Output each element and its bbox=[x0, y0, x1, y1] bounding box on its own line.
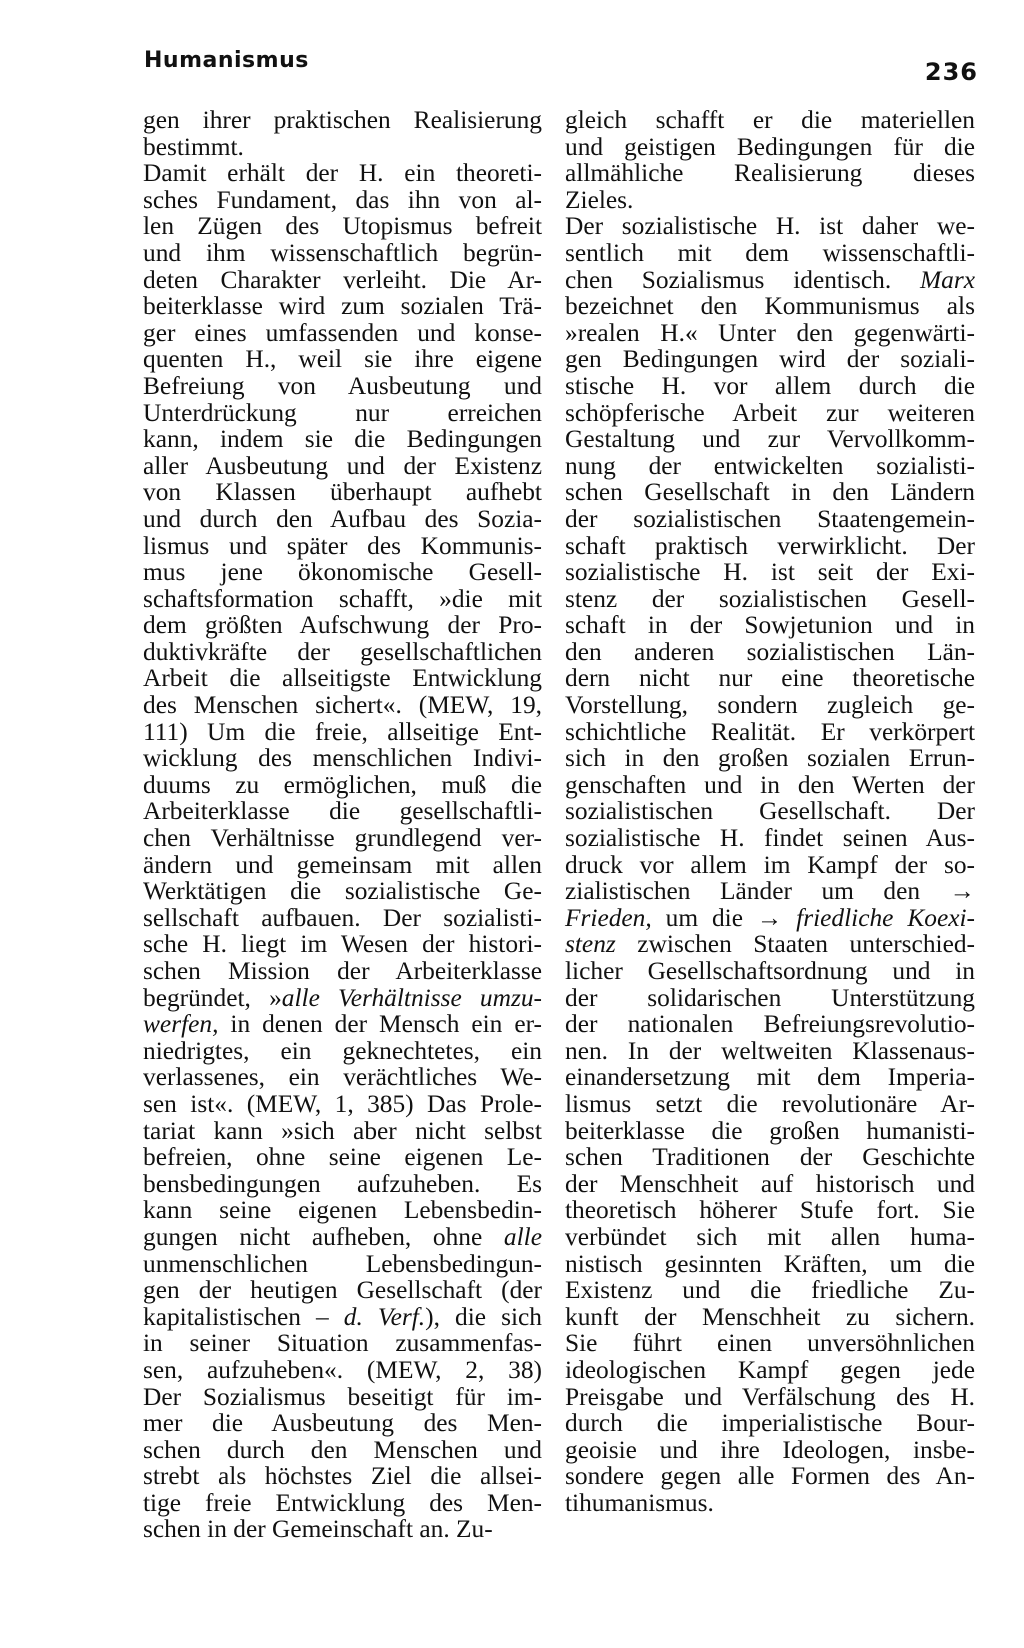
text-run: zialistischen Länder um den → bbox=[565, 877, 975, 906]
italic-text-run: alle Verhältnisse umzu- bbox=[281, 983, 542, 1012]
text-line bbox=[143, 506, 542, 533]
page-number: 236 bbox=[924, 58, 978, 86]
text-line bbox=[143, 1304, 542, 1331]
text-line bbox=[143, 745, 542, 772]
text-run: gen ihrer praktischen Realisierung bbox=[143, 106, 542, 134]
text-run: quenten H., weil sie ihre eigene bbox=[143, 345, 542, 374]
text-run: sozialistische H. ist seit der Exi- bbox=[565, 558, 975, 587]
text-run: schöpferische Arbeit zur weiteren bbox=[565, 398, 975, 427]
text-run: sches Fundament, das ihn von al- bbox=[143, 185, 542, 214]
text-line bbox=[143, 400, 542, 427]
text-run: der solidarischen Unterstützung bbox=[565, 983, 975, 1012]
text-line bbox=[565, 1304, 975, 1331]
text-line bbox=[143, 798, 542, 825]
text-run: lismus und später des Kommunis- bbox=[143, 531, 542, 560]
text-line bbox=[143, 134, 542, 161]
text-line bbox=[143, 1038, 542, 1065]
text-run: geoisie und ihre Ideologen, insbe- bbox=[565, 1435, 975, 1464]
text-line bbox=[565, 931, 975, 958]
text-line bbox=[143, 639, 542, 666]
text-run: sen ist«. (MEW, 1, 385) Das Prole- bbox=[143, 1089, 542, 1118]
text-run: gen der heutigen Gesellschaft (der bbox=[143, 1276, 542, 1305]
text-run: aller Ausbeutung und der Existenz bbox=[143, 451, 542, 480]
text-run: beiterklasse die großen humanisti- bbox=[565, 1116, 975, 1145]
text-run: dern nicht nur eine theoretische bbox=[565, 664, 975, 693]
text-line bbox=[565, 958, 975, 985]
text-line bbox=[565, 346, 975, 373]
text-line bbox=[143, 905, 542, 932]
text-line bbox=[565, 426, 975, 453]
text-line bbox=[565, 1410, 975, 1437]
text-line bbox=[143, 320, 542, 347]
text-run: einandersetzung mit dem Imperia- bbox=[565, 1063, 975, 1092]
text-line bbox=[565, 1118, 975, 1145]
text-run: allmähliche Realisierung dieses bbox=[565, 159, 975, 188]
running-header-title: Humanismus bbox=[144, 48, 309, 73]
text-run: des Menschen sichert«. (MEW, 19, bbox=[143, 691, 542, 720]
text-line bbox=[143, 1144, 542, 1171]
text-run: Der Sozialismus beseitigt für im- bbox=[143, 1382, 542, 1411]
text-run: stenz der sozialistischen Gesell- bbox=[565, 584, 975, 613]
text-line bbox=[143, 772, 542, 799]
text-line bbox=[143, 293, 542, 320]
text-line bbox=[143, 1091, 542, 1118]
text-run: 111) Um die freie, allseitige Ent- bbox=[143, 717, 542, 746]
text-line bbox=[565, 1277, 975, 1304]
text-line bbox=[143, 267, 542, 294]
italic-text-run: stenz bbox=[565, 930, 616, 959]
text-run: und durch den Aufbau des Sozia- bbox=[143, 504, 542, 533]
text-run: licher Gesellschaftsordnung und in bbox=[565, 957, 975, 985]
text-line bbox=[143, 1197, 542, 1224]
text-run: bezeichnet den Kommunismus als bbox=[565, 292, 975, 321]
text-run: befreien, ohne seine eigenen Le- bbox=[143, 1143, 542, 1172]
text-run: sozialistische H. findet seinen Aus- bbox=[565, 824, 975, 853]
text-line bbox=[143, 719, 542, 746]
text-line bbox=[565, 559, 975, 586]
text-run: sich in den großen sozialen Errun- bbox=[565, 744, 975, 773]
text-line bbox=[565, 798, 975, 825]
text-line bbox=[143, 985, 542, 1012]
text-run: duums zu ermöglichen, muß die bbox=[143, 770, 542, 799]
text-line bbox=[143, 665, 542, 692]
text-line bbox=[565, 612, 975, 639]
text-line bbox=[143, 852, 542, 879]
text-run: der nationalen Befreiungsrevolutio- bbox=[565, 1010, 975, 1039]
italic-text-run: alle bbox=[503, 1222, 542, 1251]
text-run: und ihm wissenschaftlich begrün- bbox=[143, 238, 542, 267]
text-line bbox=[565, 293, 975, 320]
text-line bbox=[565, 1490, 975, 1517]
text-run: Befreiung von Ausbeutung und bbox=[143, 371, 542, 400]
text-line bbox=[565, 745, 975, 772]
text-run: Unterdrückung nur erreichen bbox=[143, 398, 542, 427]
text-run: Sie führt einen unversöhnlichen bbox=[565, 1329, 975, 1358]
text-run: sellschaft aufbauen. Der sozialisti- bbox=[143, 903, 542, 932]
text-run: der sozialistischen Staatengemein- bbox=[565, 504, 975, 533]
text-line bbox=[565, 1091, 975, 1118]
text-run: mer die Ausbeutung des Men- bbox=[143, 1409, 542, 1438]
text-run: duktivkräfte der gesellschaftlichen bbox=[143, 637, 542, 666]
italic-text-run: Frieden, bbox=[565, 903, 652, 932]
text-run: tihumanismus. bbox=[565, 1488, 714, 1517]
text-run: nung der entwickelten sozialisti- bbox=[565, 451, 975, 480]
text-line bbox=[143, 107, 542, 134]
text-run: schen Gesellschaft in den Ländern bbox=[565, 478, 975, 507]
text-line bbox=[143, 1011, 542, 1038]
text-line bbox=[143, 1437, 542, 1464]
text-line bbox=[565, 1011, 975, 1038]
text-run: genschaften und in den Werten der bbox=[565, 770, 975, 799]
text-run: stische H. vor allem durch die bbox=[565, 371, 975, 400]
text-run: theoretisch höherer Stufe fort. Sie bbox=[565, 1196, 975, 1225]
text-run: ändern und gemeinsam mit allen bbox=[143, 850, 542, 879]
text-line bbox=[565, 1144, 975, 1171]
text-run: gungen nicht aufheben, ohne bbox=[143, 1222, 504, 1251]
text-line bbox=[565, 373, 975, 400]
text-line bbox=[565, 1463, 975, 1490]
text-run: gen Bedingungen wird der soziali- bbox=[565, 345, 975, 374]
text-line bbox=[143, 612, 542, 639]
text-line bbox=[565, 134, 975, 161]
text-line bbox=[565, 905, 975, 932]
text-line bbox=[565, 533, 975, 560]
text-line bbox=[565, 665, 975, 692]
text-run: »realen H.« Unter den gegenwärti- bbox=[565, 318, 975, 347]
text-run: kann seine eigenen Lebensbedin- bbox=[143, 1196, 542, 1225]
text-line bbox=[143, 878, 542, 905]
text-run: ideologischen Kampf gegen jede bbox=[565, 1355, 975, 1384]
text-line bbox=[143, 533, 542, 560]
text-line bbox=[565, 187, 975, 214]
text-run: lismus setzt die revolutionäre Ar- bbox=[565, 1089, 975, 1118]
text-run: dem größten Aufschwung der Pro- bbox=[143, 611, 542, 640]
text-line bbox=[143, 1463, 542, 1490]
text-run: nen. In der weltweiten Klassenaus- bbox=[565, 1036, 975, 1065]
italic-text-run: werfen, bbox=[143, 1010, 219, 1039]
text-line bbox=[565, 878, 975, 905]
text-run: schaftsformation schafft, »die mit bbox=[143, 584, 542, 613]
text-run: sentlich mit dem wissenschaftli- bbox=[565, 238, 975, 267]
text-run: Der sozialistische H. ist daher we- bbox=[565, 212, 975, 241]
text-line bbox=[143, 1224, 542, 1251]
italic-text-run: friedliche Koexi- bbox=[796, 903, 976, 932]
text-line bbox=[565, 213, 975, 240]
text-line bbox=[143, 213, 542, 240]
text-run: Arbeit die allseitigste Entwicklung bbox=[143, 664, 542, 693]
text-line bbox=[143, 373, 542, 400]
text-line bbox=[143, 426, 542, 453]
text-run: schen in der Gemeinschaft an. Zu- bbox=[143, 1515, 493, 1544]
text-line bbox=[565, 1357, 975, 1384]
text-line bbox=[565, 719, 975, 746]
text-line bbox=[565, 586, 975, 613]
text-line bbox=[143, 1118, 542, 1145]
text-line bbox=[143, 692, 542, 719]
text-run: verlassenes, ein verächtliches We- bbox=[143, 1063, 542, 1092]
text-run: in denen der Mensch ein er- bbox=[218, 1010, 542, 1039]
text-line bbox=[143, 240, 542, 267]
text-line bbox=[565, 985, 975, 1012]
text-line bbox=[565, 772, 975, 799]
text-line bbox=[565, 506, 975, 533]
text-line bbox=[565, 1437, 975, 1464]
text-run: kann, indem sie die Bedingungen bbox=[143, 425, 542, 454]
text-run: sen, aufzuheben«. (MEW, 2, 38) bbox=[143, 1355, 542, 1384]
text-line bbox=[565, 453, 975, 480]
text-line bbox=[143, 586, 542, 613]
text-run: schaft in der Sowjetunion und in bbox=[565, 611, 975, 640]
text-run: Vorstellung, sondern zugleich ge- bbox=[565, 691, 975, 720]
text-line bbox=[143, 559, 542, 586]
text-line bbox=[565, 267, 975, 294]
right-text-column bbox=[565, 107, 975, 1516]
italic-text-run: d. Verf. bbox=[343, 1302, 426, 1331]
text-run: und geistigen Bedingungen für die bbox=[565, 132, 975, 161]
text-line bbox=[565, 320, 975, 347]
text-line bbox=[143, 1516, 542, 1543]
text-run: schichtliche Realität. Er verkörpert bbox=[565, 717, 975, 746]
text-run: len Zügen des Utopismus befreit bbox=[143, 212, 542, 241]
text-run: sondere gegen alle Formen des An- bbox=[565, 1462, 975, 1491]
text-line bbox=[565, 400, 975, 427]
text-run: schaft praktisch verwirklicht. Der bbox=[565, 531, 975, 560]
text-run: gleich schafft er die materiellen bbox=[565, 106, 975, 134]
text-run: chen Verhältnisse grundlegend ver- bbox=[143, 824, 542, 853]
text-run: Gestaltung und zur Vervollkomm- bbox=[565, 425, 975, 454]
text-run: deten Charakter verleiht. Die Ar- bbox=[143, 265, 542, 294]
text-run: um die → bbox=[651, 903, 797, 932]
italic-text-run: Marx bbox=[920, 265, 975, 294]
text-line bbox=[143, 1357, 542, 1384]
text-run: nistisch gesinnten Kräften, um die bbox=[565, 1249, 975, 1278]
text-run: bestimmt. bbox=[143, 132, 244, 161]
text-line bbox=[565, 479, 975, 506]
text-line bbox=[143, 1490, 542, 1517]
text-line bbox=[143, 1064, 542, 1091]
text-run: den anderen sozialistischen Län- bbox=[565, 637, 975, 666]
text-run: sozialistischen Gesellschaft. Der bbox=[565, 797, 975, 826]
text-run: wicklung des menschlichen Indivi- bbox=[143, 744, 542, 773]
text-run: sche H. liegt im Wesen der histori- bbox=[143, 930, 542, 959]
text-run: schen Traditionen der Geschichte bbox=[565, 1143, 975, 1172]
text-run: von Klassen überhaupt aufhebt bbox=[143, 478, 542, 507]
text-run: Existenz und die friedliche Zu- bbox=[565, 1276, 975, 1305]
text-line bbox=[565, 1384, 975, 1411]
text-line bbox=[565, 639, 975, 666]
text-run: chen Sozialismus identisch. bbox=[565, 265, 920, 294]
text-line bbox=[565, 1330, 975, 1357]
text-run: tariat kann »sich aber nicht selbst bbox=[143, 1116, 542, 1145]
text-line bbox=[143, 1410, 542, 1437]
text-run: durch die imperialistische Bour- bbox=[565, 1409, 975, 1438]
text-line bbox=[565, 1064, 975, 1091]
text-line bbox=[565, 825, 975, 852]
text-line bbox=[143, 346, 542, 373]
text-run: ger eines umfassenden und konse- bbox=[143, 318, 542, 347]
text-run: Preisgabe und Verfälschung des H. bbox=[565, 1382, 975, 1411]
text-line bbox=[143, 453, 542, 480]
text-line bbox=[143, 1330, 542, 1357]
text-run: Damit erhält der H. ein theoreti- bbox=[143, 159, 542, 188]
text-line bbox=[143, 1384, 542, 1411]
text-line bbox=[143, 958, 542, 985]
text-run: niedrigtes, ein geknechtetes, ein bbox=[143, 1036, 542, 1065]
text-line bbox=[565, 1251, 975, 1278]
text-line bbox=[565, 852, 975, 879]
text-run: strebt als höchstes Ziel die allsei- bbox=[143, 1462, 542, 1491]
text-run: beiterklasse wird zum sozialen Trä- bbox=[143, 292, 542, 321]
text-run: in seiner Situation zusammenfas- bbox=[143, 1329, 542, 1358]
text-line bbox=[143, 1171, 542, 1198]
text-line bbox=[565, 160, 975, 187]
text-run: kapitalistischen – bbox=[143, 1302, 344, 1331]
text-line bbox=[143, 825, 542, 852]
text-run: Zieles. bbox=[565, 185, 634, 214]
text-line bbox=[565, 1224, 975, 1251]
text-line bbox=[143, 160, 542, 187]
text-run: schen durch den Menschen und bbox=[143, 1435, 542, 1464]
text-line bbox=[565, 240, 975, 267]
left-text-column bbox=[143, 107, 542, 1543]
text-line bbox=[143, 187, 542, 214]
text-line bbox=[565, 1197, 975, 1224]
text-line bbox=[143, 1277, 542, 1304]
text-run: unmenschlichen Lebensbedingun- bbox=[143, 1249, 542, 1278]
text-line bbox=[143, 1251, 542, 1278]
text-line bbox=[565, 1038, 975, 1065]
text-run: verbündet sich mit allen huma- bbox=[565, 1222, 975, 1251]
text-run: kunft der Menschheit zu sichern. bbox=[565, 1302, 975, 1331]
text-line bbox=[565, 107, 975, 134]
text-line bbox=[565, 692, 975, 719]
text-line bbox=[143, 479, 542, 506]
text-run: tige freie Entwicklung des Men- bbox=[143, 1488, 542, 1517]
text-line bbox=[143, 931, 542, 958]
text-run: ), die sich bbox=[425, 1302, 542, 1331]
text-run: der Menschheit auf historisch und bbox=[565, 1169, 975, 1198]
text-run: zwischen Staaten unterschied- bbox=[615, 930, 975, 959]
text-run: Werktätigen die sozialistische Ge- bbox=[143, 877, 542, 906]
text-run: schen Mission der Arbeiterklasse bbox=[143, 957, 542, 985]
text-run: druck vor allem im Kampf der so- bbox=[565, 850, 975, 879]
text-run: begründet, » bbox=[143, 983, 282, 1012]
text-run: bensbedingungen aufzuheben. Es bbox=[143, 1169, 542, 1198]
text-run: Arbeiterklasse die gesellschaftli- bbox=[143, 797, 542, 826]
text-line bbox=[565, 1171, 975, 1198]
text-run: mus jene ökonomische Gesell- bbox=[143, 558, 542, 587]
